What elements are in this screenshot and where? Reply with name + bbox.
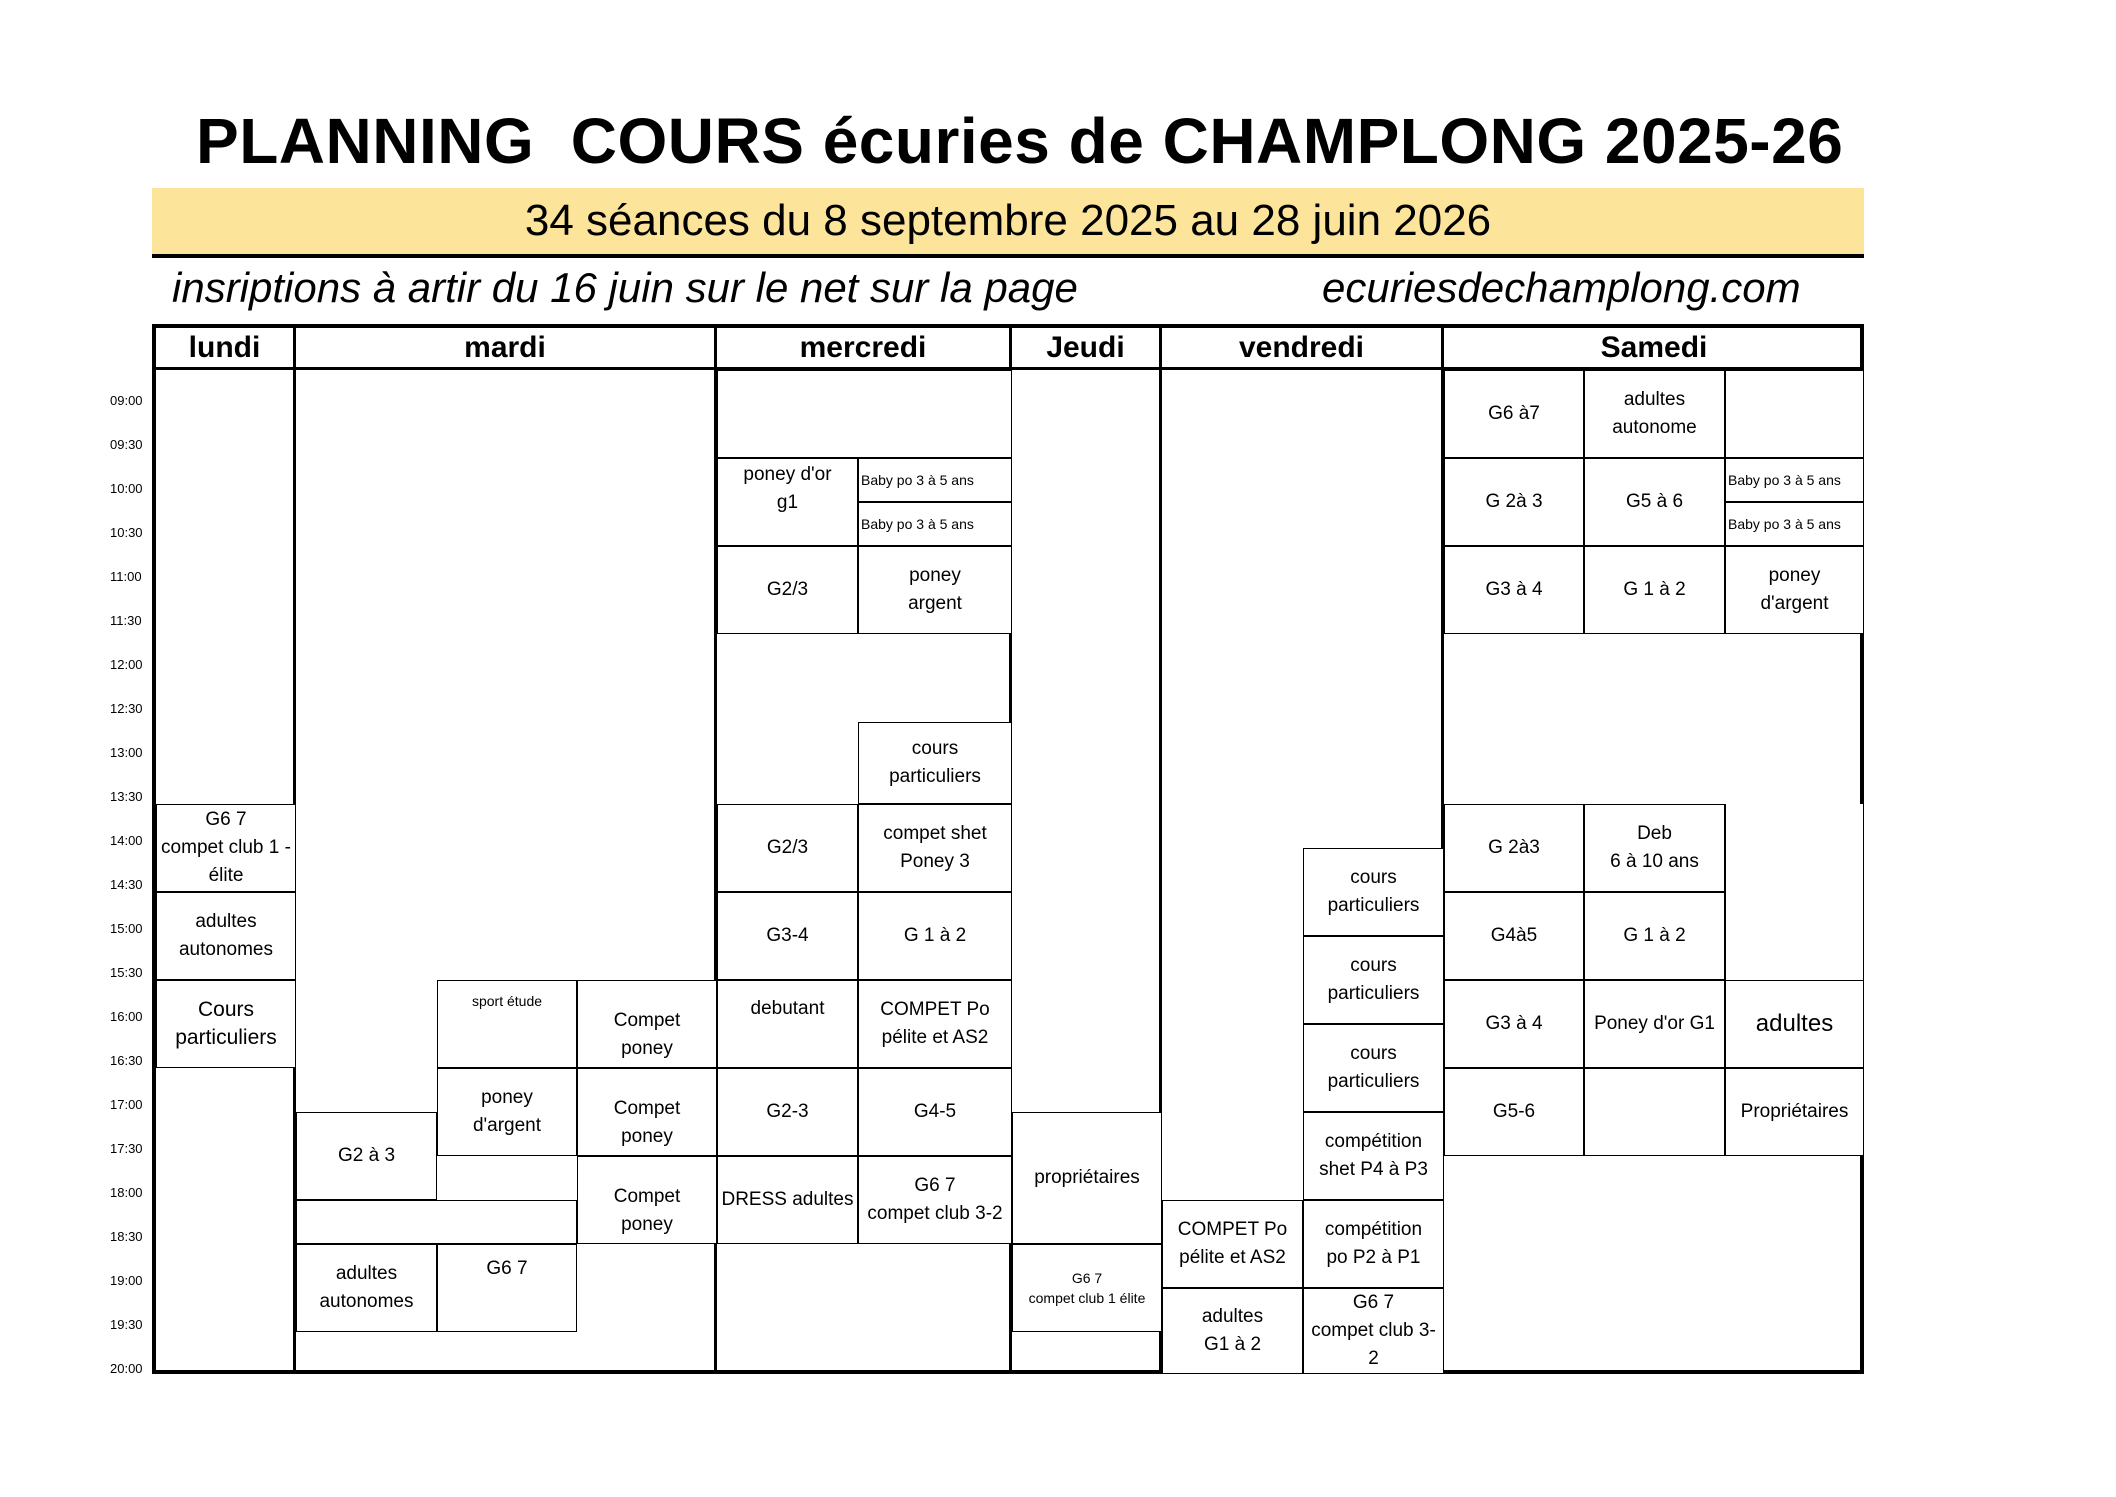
vendredi-course-1[interactable]: cours particuliers bbox=[1303, 848, 1444, 936]
vendredi-course-2[interactable]: cours particuliers bbox=[1303, 936, 1444, 1024]
samedi-course-4[interactable]: G5 à 6 bbox=[1584, 458, 1725, 546]
day-header-lundi: lundi bbox=[156, 328, 296, 370]
time-label: 09:00 bbox=[110, 393, 143, 408]
mercredi-empty-top bbox=[717, 370, 1012, 458]
samedi-course-17[interactable]: G5-6 bbox=[1444, 1068, 1584, 1156]
mardi-course-5[interactable]: G2 à 3 bbox=[296, 1112, 437, 1200]
mercredi-course-16[interactable]: G6 7 compet club 3-2 bbox=[858, 1156, 1012, 1244]
mercredi-course-4[interactable]: G2/3 bbox=[717, 546, 858, 634]
samedi-course-6[interactable]: Baby po 3 à 5 ans bbox=[1725, 502, 1864, 546]
time-label: 15:00 bbox=[110, 921, 143, 936]
mercredi-course-15[interactable]: DRESS adultes bbox=[717, 1156, 858, 1244]
lundi-course-1[interactable]: G6 7 compet club 1 - élite bbox=[156, 804, 296, 892]
time-label: 13:00 bbox=[110, 745, 143, 760]
time-label: 18:30 bbox=[110, 1229, 143, 1244]
season-banner bbox=[152, 188, 1864, 254]
lundi-course-2[interactable]: adultes autonomes bbox=[156, 892, 296, 980]
time-label: 09:30 bbox=[110, 437, 143, 452]
mercredi-course-3[interactable]: Baby po 3 à 5 ans bbox=[858, 502, 1012, 546]
header-divider bbox=[152, 254, 1864, 258]
vendredi-course-6[interactable]: compétition po P2 à P1 bbox=[1303, 1200, 1444, 1288]
time-label: 16:00 bbox=[110, 1009, 143, 1024]
page-title: PLANNING COURS écuries de CHAMPLONG 2025-26 bbox=[196, 105, 1844, 177]
vendredi-course-3[interactable]: cours particuliers bbox=[1303, 1024, 1444, 1112]
time-label: 11:30 bbox=[110, 613, 142, 628]
time-label: 10:00 bbox=[110, 481, 143, 496]
day-header-mardi: mardi bbox=[296, 328, 717, 370]
mercredi-course-9[interactable]: G3-4 bbox=[717, 892, 858, 980]
schedule-grid bbox=[152, 324, 1864, 1374]
time-label: 16:30 bbox=[110, 1053, 143, 1068]
mardi-course-3[interactable]: poney d'argent bbox=[437, 1068, 577, 1156]
time-label: 18:00 bbox=[110, 1185, 143, 1200]
samedi-course-16[interactable]: adultes bbox=[1725, 980, 1864, 1068]
samedi-course-3[interactable]: G 2à 3 bbox=[1444, 458, 1584, 546]
samedi-course-12[interactable]: G4à5 bbox=[1444, 892, 1584, 980]
jeudi-course-1[interactable]: propriétaires bbox=[1012, 1112, 1162, 1244]
website-link[interactable]: ecuriesdechamplong.com bbox=[1322, 264, 1801, 311]
day-header-mercredi: mercredi bbox=[717, 328, 1012, 370]
mercredi-course-13[interactable]: G2-3 bbox=[717, 1068, 858, 1156]
samedi-empty-slot bbox=[1584, 1068, 1725, 1156]
vendredi-course-5[interactable]: COMPET Po pélite et AS2 bbox=[1162, 1200, 1303, 1288]
day-header-vendredi: vendredi bbox=[1162, 328, 1444, 370]
samedi-course-9[interactable]: poney d'argent bbox=[1725, 546, 1864, 634]
mercredi-course-14[interactable]: G4-5 bbox=[858, 1068, 1012, 1156]
samedi-empty-mid bbox=[1725, 804, 1864, 980]
samedi-course-11[interactable]: Deb 6 à 10 ans bbox=[1584, 804, 1725, 892]
time-label: 17:00 bbox=[110, 1097, 143, 1112]
mercredi-course-12[interactable]: COMPET Po pélite et AS2 bbox=[858, 980, 1012, 1068]
mercredi-course-11[interactable]: debutant bbox=[717, 980, 858, 1068]
time-label: 13:30 bbox=[110, 789, 143, 804]
samedi-course-5[interactable]: Baby po 3 à 5 ans bbox=[1725, 458, 1864, 502]
day-header-jeudi: Jeudi bbox=[1012, 328, 1162, 370]
mardi-course-8[interactable]: G6 7 bbox=[437, 1244, 577, 1332]
mercredi-course-10[interactable]: G 1 à 2 bbox=[858, 892, 1012, 980]
time-label: 19:00 bbox=[110, 1273, 143, 1288]
samedi-course-2[interactable]: adultes autonome bbox=[1584, 370, 1725, 458]
registration-note: insriptions à artir du 16 juin sur le net sur la page bbox=[172, 264, 1078, 311]
samedi-course-13[interactable]: G 1 à 2 bbox=[1584, 892, 1725, 980]
samedi-course-14[interactable]: G3 à 4 bbox=[1444, 980, 1584, 1068]
time-label: 14:00 bbox=[110, 833, 143, 848]
time-label: 15:30 bbox=[110, 965, 143, 980]
samedi-empty-top bbox=[1725, 370, 1864, 458]
time-label: 10:30 bbox=[110, 525, 143, 540]
samedi-course-8[interactable]: G 1 à 2 bbox=[1584, 546, 1725, 634]
time-label: 19:30 bbox=[110, 1317, 143, 1332]
mardi-course-7[interactable]: adultes autonomes bbox=[296, 1244, 437, 1332]
vendredi-course-8[interactable]: G6 7 compet club 3- 2 bbox=[1303, 1288, 1444, 1374]
jeudi-course-2[interactable]: G6 7 compet club 1 élite bbox=[1012, 1244, 1162, 1332]
mardi-course-1[interactable]: sport étude bbox=[437, 980, 577, 1068]
vendredi-course-4[interactable]: compétition shet P4 à P3 bbox=[1303, 1112, 1444, 1200]
mercredi-course-6[interactable]: cours particuliers bbox=[858, 722, 1012, 804]
mercredi-course-2[interactable]: Baby po 3 à 5 ans bbox=[858, 458, 1012, 502]
mercredi-course-7[interactable]: G2/3 bbox=[717, 804, 858, 892]
samedi-course-1[interactable]: G6 à7 bbox=[1444, 370, 1584, 458]
time-label: 14:30 bbox=[110, 877, 143, 892]
day-header-samedi: Samedi bbox=[1444, 328, 1864, 370]
samedi-course-18[interactable]: Propriétaires bbox=[1725, 1068, 1864, 1156]
mercredi-course-5[interactable]: poney argent bbox=[858, 546, 1012, 634]
time-label: 20:00 bbox=[110, 1361, 143, 1376]
mardi-course-4[interactable]: Compet poney bbox=[577, 1068, 717, 1156]
samedi-course-7[interactable]: G3 à 4 bbox=[1444, 546, 1584, 634]
mardi-empty-slot bbox=[296, 1200, 577, 1244]
samedi-course-10[interactable]: G 2à3 bbox=[1444, 804, 1584, 892]
time-label: 12:30 bbox=[110, 701, 143, 716]
lundi-course-3[interactable]: Cours particuliers bbox=[156, 980, 296, 1068]
time-label: 12:00 bbox=[110, 657, 143, 672]
time-label: 17:30 bbox=[110, 1141, 143, 1156]
vendredi-course-7[interactable]: adultes G1 à 2 bbox=[1162, 1288, 1303, 1374]
samedi-course-15[interactable]: Poney d'or G1 bbox=[1584, 980, 1725, 1068]
mardi-course-6[interactable]: Compet poney bbox=[577, 1156, 717, 1244]
mercredi-course-8[interactable]: compet shet Poney 3 bbox=[858, 804, 1012, 892]
time-label: 11:00 bbox=[110, 569, 142, 584]
season-dates: 34 séances du 8 septembre 2025 au 28 juin 2026 bbox=[524, 196, 1492, 245]
mercredi-course-1[interactable]: poney d'or g1 bbox=[717, 458, 858, 546]
mardi-course-2[interactable]: Compet poney bbox=[577, 980, 717, 1068]
